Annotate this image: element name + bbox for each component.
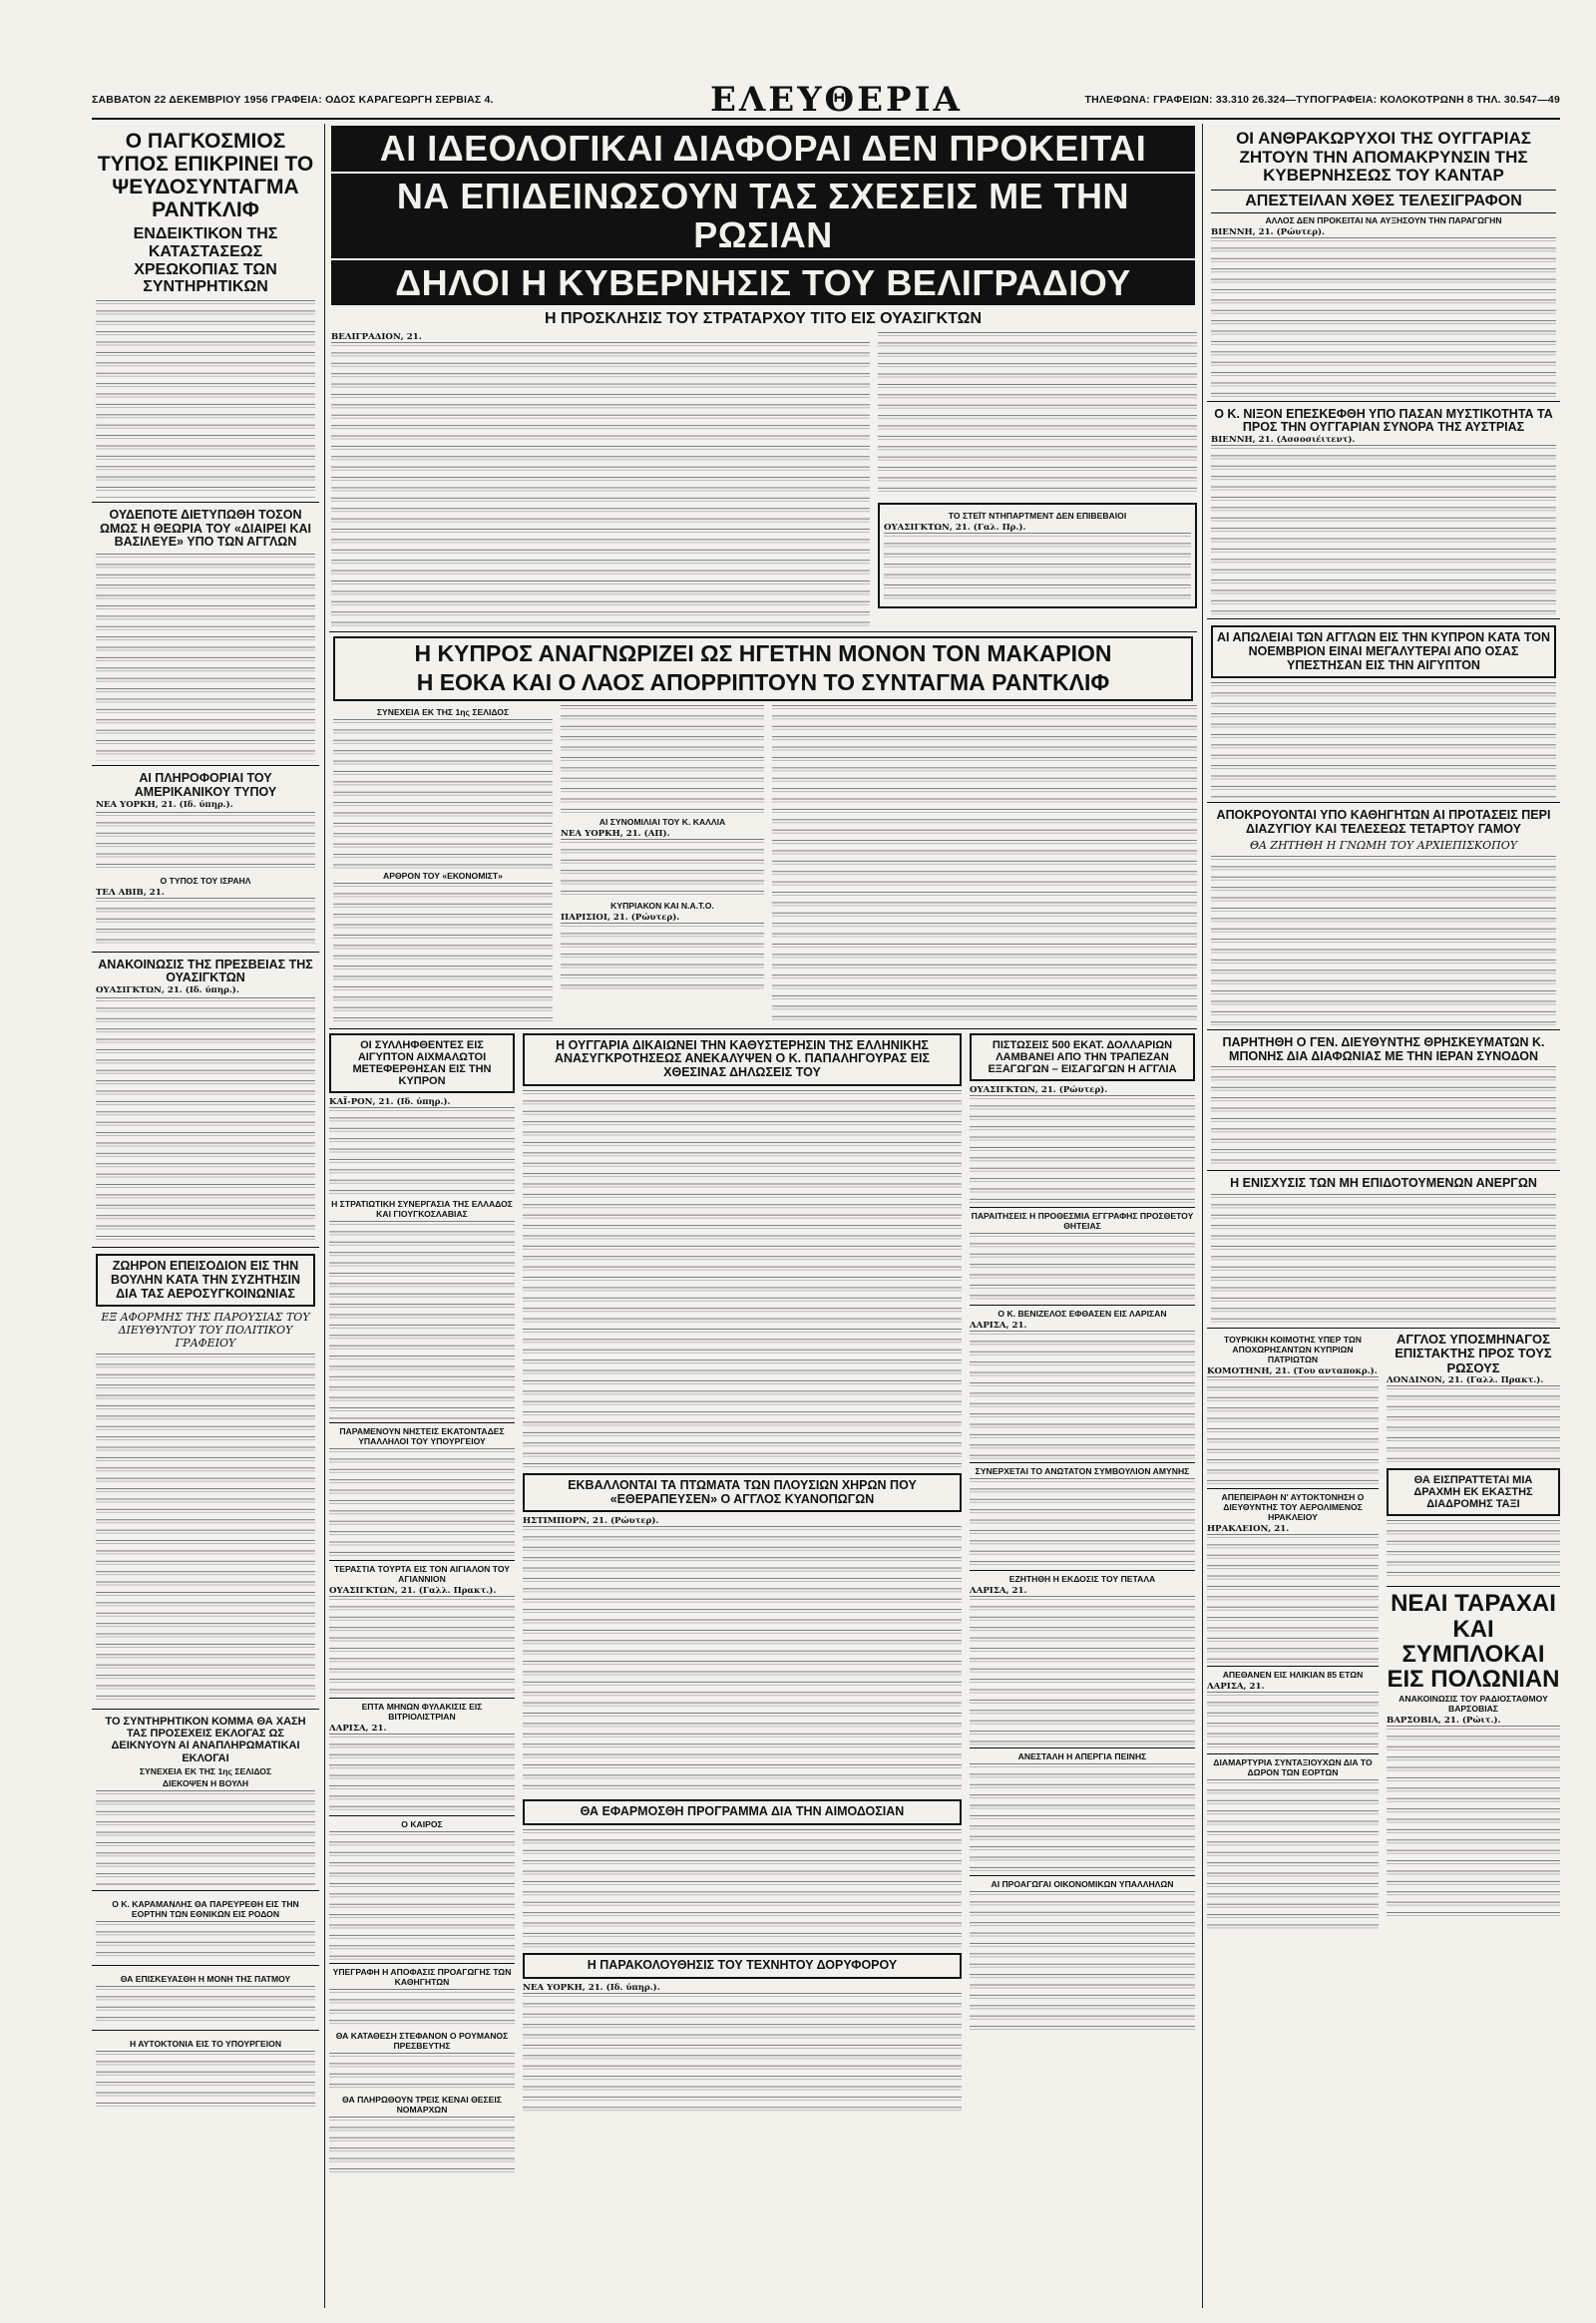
article-body — [96, 1986, 315, 2026]
brief-title: ΑΠΕΘΑΝΕΝ ΕΙΣ ΗΛΙΚΙΑΝ 85 ΕΤΩΝ — [1207, 1666, 1379, 1680]
section-title: ΚΥΠΡΙΑΚΟΝ ΚΑΙ Ν.Α.Τ.Ο. — [610, 900, 714, 911]
headline: ΑΓΓΛΟΣ ΥΠΟΣΜΗΝΑΓΟΣ ΕΠΙΣΤΑΚΤΗΣ ΠΡΟΣ ΤΟΥΣ ΡΩΣΟΥΣ — [1395, 1332, 1552, 1375]
inset-box — [878, 503, 1197, 608]
article-body — [329, 1448, 515, 1558]
story-american-press — [92, 765, 319, 952]
dateline: ΒΙΕΝΝΗ, 21. (Ασσοσιέιτεντ). — [1211, 435, 1356, 446]
dateline: ΛΑΡΙΣΑ, 21. — [970, 1585, 1027, 1596]
article-body — [970, 1891, 1195, 2031]
brief-title: ΤΕΡΑΣΤΙΑ ΤΟΥΡΤΑ ΕΙΣ ΤΟΝ ΑΙΓΙΑΛΟΝ ΤΟΥ ΑΓΙΑΝΝΙΟΝ — [329, 1560, 515, 1584]
article-body — [329, 1107, 515, 1197]
article-body — [96, 812, 315, 874]
article-body — [329, 2117, 515, 2176]
article-body — [884, 533, 1191, 602]
dateline: ΗΡΑΚΛΕΙΟΝ, 21. — [1207, 1524, 1290, 1535]
brief — [92, 2030, 319, 2115]
article-body — [96, 898, 315, 948]
dateline: ΒΕΛΙΓΡΑΔΙΟΝ, 21. — [331, 331, 422, 342]
article-body — [96, 1354, 315, 1705]
brief-title: ΕΖΗΤΗΘΗ Η ΕΚΔΟΣΙΣ ΤΟΥ ΠΕΤΑΛΑ — [970, 1570, 1195, 1584]
article-body — [331, 342, 870, 627]
article-body — [772, 705, 1197, 1020]
newspaper-page — [92, 80, 1560, 2308]
dateline: ΗΣΤΙΜΠΟΡΝ, 21. (Ρώυτερ). — [523, 1516, 659, 1527]
brief-title: ΑΝΕΣΤΑΛΗ Η ΑΠΕΡΓΙΑ ΠΕΙΝΗΣ — [970, 1747, 1195, 1761]
dateline: ΟΥΑΣΙΓΚΤΩΝ, 21. (Γαλλ. Πρακτ.). — [329, 1585, 497, 1596]
article-body — [1207, 1779, 1379, 1929]
article-body — [1211, 237, 1556, 397]
continuation-note: ΣΥΝΕΧΕΙΑ ΕΚ ΤΗΣ 1ης ΣΕΛΙΔΟΣ — [376, 706, 510, 717]
article-body — [329, 1734, 515, 1813]
article-body — [1211, 682, 1556, 798]
continuation-note: ΣΥΝΕΧΕΙΑ ΕΚ ΤΗΣ 1ης ΣΕΛΙΔΟΣ — [139, 1765, 272, 1776]
article-body — [329, 1831, 515, 1961]
dateline: ΚΟΜΟΤΗΝΗ, 21. (Του ανταποκρ.). — [1207, 1366, 1378, 1377]
brief-title: ΑΠΕΠΕΙΡΑΘΗ Ν' ΑΥΤΟΚΤΟΝΗΣΗ Ο ΔΙΕΥΘΥΝΤΗΣ ΤΟΥ ΑΕΡΟΛΙΜΕΝΟΣ ΗΡΑΚΛΕΙΟΥ — [1207, 1488, 1379, 1522]
subheadline: Ο ΤΥΠΟΣ ΤΟΥ ΙΣΡΑΗΛ — [160, 875, 251, 886]
subheadline: ΕΝΔΕΙΚΤΙΚΟΝ ΤΗΣ ΚΑΤΑΣΤΑΣΕΩΣ ΧΡΕΩΚΟΠΙΑΣ ΤΩΝ ΣΥΝΤΗΡΗΤΙΚΩΝ — [133, 225, 278, 296]
headline: ΘΑ ΕΙΣΠΡΑΤΤΕΤΑΙ ΜΙΑ ΔΡΑΧΜΗ ΕΚ ΕΚΑΣΤΗΣ ΔΙΑΔΡΟΜΗΣ ΤΑΞΙ — [1413, 1474, 1533, 1511]
brief-title: ΘΑ ΠΛΗΡΩΘΟΥΝ ΤΡΕΙΣ ΚΕΝΑΙ ΘΕΣΕΙΣ ΝΟΜΑΡΧΩΝ — [342, 2094, 502, 2115]
section-title: ΑΡΘΡΟΝ ΤΟΥ «ΕΚΟΝΟΜΙΣΤ» — [383, 870, 503, 881]
article-body — [1211, 1066, 1556, 1166]
article-body — [970, 1478, 1195, 1568]
article-body — [523, 1829, 962, 1949]
article-body — [970, 1763, 1195, 1873]
brief-title: ΕΠΤΑ ΜΗΝΩΝ ΦΥΛΑΚΙΣΙΣ ΕΙΣ ΒΙΤΡΙΟΛΙΣΤΡΙΑΝ — [329, 1698, 515, 1722]
article-body — [970, 1095, 1195, 1205]
column-rule — [1202, 124, 1203, 2308]
article-body — [333, 883, 553, 1022]
brief-title: ΣΥΝΕΡΧΕΤΑΙ ΤΟ ΑΝΩΤΑΤΟΝ ΣΥΜΒΟΥΛΙΟΝ ΑΜΥΝΗΣ — [970, 1462, 1195, 1476]
brief-title: ΔΙΑΜΑΡΤΥΡΙΑ ΣΥΝΤΑΞΙΟΥΧΩΝ ΔΙΑ ΤΟ ΔΩΡΟΝ ΤΩΝ ΕΟΡΤΩΝ — [1207, 1753, 1379, 1777]
headline: ΑΙ ΑΠΩΛΕΙΑΙ ΤΩΝ ΑΓΓΛΩΝ ΕΙΣ ΤΗΝ ΚΥΠΡΟΝ ΚΑΤΑ ΤΟΝ ΝΟΕΜΒΡΙΟΝ ΕΙΝΑΙ ΜΕΓΑΛΥΤΕΡΑΙ ΑΠΟ ΟΣΑΣ ΥΠΕΣΤΗΣΑΝ ΕΙΣ ΤΗΝ ΑΙΓΥΠΤΟΝ — [1217, 630, 1551, 672]
article-body — [96, 1921, 315, 1961]
story-taxi — [1387, 1468, 1560, 1516]
article-body — [96, 1790, 315, 1886]
subheadline: ΑΝΑΚΟΙΝΩΣΙΣ ΤΟΥ ΡΑΔΙΟΣΤΑΘΜΟΥ ΒΑΡΣΟΒΙΑΣ — [1398, 1694, 1548, 1715]
article-body — [970, 1331, 1195, 1460]
column-rule — [324, 124, 325, 2308]
headline: Ο ΠΑΓΚΟΣΜΙΟΣ ΤΥΠΟΣ ΕΠΙΚΡΙΝΕΙ ΤΟ ΨΕΥΔΟΣΥΝΤΑΓΜΑ ΡΑΝΤΚΛΙΦ — [97, 130, 314, 222]
dateline: ΛΑΡΙΣΑ, 21. — [970, 1320, 1027, 1331]
right-column — [1207, 124, 1560, 2308]
article-body — [561, 705, 764, 815]
brief-title: ΘΑ ΚΑΤΑΘΕΣΗ ΣΤΕΦΑΝΟΝ Ο ΡΟΥΜΑΝΟΣ ΠΡΕΣΒΕΥΤΗΣ — [335, 2030, 509, 2051]
newspaper-title: ΕΛΕΥΘΕΡΙΑ — [710, 80, 963, 120]
headline: ΕΚΒΑΛΛΟΝΤΑΙ ΤΑ ΠΤΩΜΑΤΑ ΤΩΝ ΠΛΟΥΣΙΩΝ ΧΗΡΩΝ ΠΟΥ «ΕΘΕΡΑΠΕΥΣΕΝ» Ο ΑΓΓΛΟΣ ΚΥΑΝΟΠΩΓΩΝ — [568, 1477, 917, 1506]
article-body — [878, 332, 1197, 497]
story-hungary-greece — [523, 1033, 962, 1086]
story-hungarian-miners — [1207, 124, 1560, 401]
article-body — [561, 839, 764, 899]
story-egypt-prisoners — [329, 1033, 515, 1093]
dateline: ΟΥΑΣΙΓΚΤΩΝ, 21. (Γαλ. Πρ.). — [884, 522, 1026, 533]
headline: ΠΙΣΤΩΣΕΙΣ 500 ΕΚΑΤ. ΔΟΛΛΑΡΙΩΝ ΛΑΜΒΑΝΕΙ ΑΠΟ ΤΗΝ ΤΡΑΠΕΖΑΝ ΕΞΑΓΩΓΩΝ – ΕΙΣΑΓΩΓΩΝ Η ΑΓΓΛΙΑ — [988, 1038, 1177, 1075]
brief-title: ΥΠΕΓΡΑΦΗ Η ΑΠΟΦΑΣΙΣ ΠΡΟΑΓΩΓΗΣ ΤΩΝ ΚΑΘΗΓΗΤΩΝ — [329, 1963, 515, 1987]
story-religious-director — [1207, 1029, 1560, 1171]
story-divorce — [1207, 802, 1560, 1029]
headline: ΟΥΔΕΠΟΤΕ ΔΙΕΤΥΠΩΘΗ ΤΟΣΟΝ ΩΜΩΣ Η ΘΕΩΡΙΑ ΤΟΥ «ΔΙΑΙΡΕΙ ΚΑΙ ΒΑΣΙΛΕΥΕ» ΥΠΟ ΤΩΝ ΑΓΓΛΩΝ — [100, 507, 311, 550]
dateline: ΛΟΝΔΙΝΟΝ, 21. (Γαλλ. Πρακτ.). — [1387, 1375, 1544, 1386]
story-blood-donation — [523, 1799, 962, 1825]
lead-headline: ΔΗΛΟΙ Η ΚΥΒΕΡΝΗΣΙΣ ΤΟΥ ΒΕΛΙΓΡΑΔΙΟΥ — [331, 260, 1195, 306]
headline: ΑΝΑΚΟΙΝΩΣΙΣ ΤΗΣ ΠΡΕΣΒΕΙΑΣ ΤΗΣ ΟΥΑΣΙΓΚΤΩΝ — [98, 957, 313, 985]
story-parliament-incident — [92, 1247, 319, 1709]
dateline: ΚΑΪ-ΡΟΝ, 21. (Ιδ. ύπηρ.). — [329, 1096, 451, 1107]
lead-story — [329, 124, 1197, 631]
story-world-press — [92, 124, 319, 502]
brief-title: Ο Κ. ΒΕΝΙΖΕΛΟΣ ΕΦΘΑΣΕΝ ΕΙΣ ΛΑΡΙΣΑΝ — [970, 1305, 1195, 1319]
section-title: ΔΙΕΚΟΨΕΝ Η ΒΟΥΛΗ — [162, 1777, 249, 1788]
subheadline: ΘΑ ΖΗΤΗΘΗ Η ΓΝΩΜΗ ΤΟΥ ΑΡΧΙΕΠΙΣΚΟΠΟΥ — [1249, 838, 1518, 852]
story-conservatives — [92, 1709, 319, 1889]
article-body — [1211, 856, 1556, 1025]
article-body — [523, 1526, 962, 1795]
headline: ΟΙ ΑΝΘΡΑΚΩΡΥΧΟΙ ΤΗΣ ΟΥΓΓΑΡΙΑΣ ΖΗΤΟΥΝ ΤΗΝ ΑΠΟΜΑΚΡΥΝΣΙΝ ΤΗΣ ΚΥΒΕΡΝΗΣΕΩΣ ΤΟΥ ΚΑΝΤΑΡ — [1236, 129, 1531, 186]
masthead-phones: ΤΗΛΕΦΩΝΑ: ΓΡΑΦΕΙΩΝ: 33.310 26.324—ΤΥΠΟΓΡΑΦΕΙΑ: ΚΟΛΟΚΟΤΡΩΝΗ 8 ΤΗΛ. 30.547—49 — [1084, 94, 1560, 106]
story-dollar-credits — [970, 1033, 1195, 1081]
article-body — [1387, 1385, 1560, 1465]
article-body — [1207, 1534, 1379, 1664]
article-body — [96, 300, 315, 498]
lead-headline: ΝΑ ΕΠΙΔΕΙΝΩΣΟΥΝ ΤΑΣ ΣΧΕΣΕΙΣ ΜΕ ΤΗΝ ΡΩΣΙΑΝ — [331, 174, 1195, 258]
dateline: ΤΕΛ ΑΒΙΒ, 21. — [96, 887, 165, 898]
article-body — [96, 554, 315, 761]
article-body — [970, 1233, 1195, 1303]
brief-title: ΤΟΥΡΚΙΚΗ ΚΟΙΜΟΤΗΣ ΥΠΕΡ ΤΩΝ ΑΠΟΧΩΡΗΣΑΝΤΩΝ ΚΥΠΡΙΩΝ ΠΑΤΡΙΩΤΩΝ — [1224, 1335, 1362, 1365]
article-body — [1387, 1520, 1560, 1580]
article-body — [561, 923, 764, 992]
article-body — [1207, 1692, 1379, 1751]
dateline: ΝΕΑ ΥΟΡΚΗ, 21. (Ιδ. ύπηρ.). — [523, 1982, 660, 1993]
article-body — [523, 1090, 962, 1469]
brief — [92, 1965, 319, 2030]
headline: ΖΩΗΡΟΝ ΕΠΕΙΣΟΔΙΟΝ ΕΙΣ ΤΗΝ ΒΟΥΛΗΝ ΚΑΤΑ ΤΗΝ ΣΥΖΗΤΗΣΙΝ ΔΙΑ ΤΑΣ ΑΕΡΟΣΥΓΚΟΙΝΩΝΙΑΣ — [110, 1259, 301, 1301]
dateline: ΛΑΡΙΣΑ, 21. — [329, 1723, 387, 1734]
masthead-date-address: ΣΑΒΒΑΤΟΝ 22 ΔΕΚΕΜΒΡΙΟΥ 1956 ΓΡΑΦΕΙΑ: ΟΔΟΣ ΚΑΡΑΓΕΩΡΓΗ ΣΕΡΒΙΑΣ 4. — [92, 94, 494, 106]
section-title: ΑΙ ΣΥΝΟΜΙΛΙΑΙ ΤΟΥ Κ. ΚΑΛΛΙΑ — [598, 816, 726, 827]
dateline: ΛΑΡΙΣΑ, 21. — [1207, 1682, 1265, 1693]
dateline: ΝΕΑ ΥΟΡΚΗ, 21. (Ιδ. ύπηρ.). — [96, 799, 233, 810]
article-body — [96, 997, 315, 1243]
brief-title: ΠΑΡΑΜΕΝΟΥΝ ΝΗΣΤΕΙΣ ΕΚΑΤΟΝΤΑΔΕΣ ΥΠΑΛΛΗΛΟΙ ΤΟΥ ΥΠΟΥΡΓΕΙΟΥ — [329, 1422, 515, 1446]
subheadline: ΑΠΕΣΤΕΙΛΑΝ ΧΘΕΣ ΤΕΛΕΣΙΓΡΑΦΟΝ — [1211, 190, 1556, 213]
headline: Η ΕΝΙΣΧΥΣΙΣ ΤΩΝ ΜΗ ΕΠΙΔΟΤΟΥΜΕΝΩΝ ΑΝΕΡΓΩΝ — [1230, 1176, 1537, 1191]
article-body — [523, 1993, 962, 2113]
brief-title: Ο Κ. ΚΑΡΑΜΑΝΛΗΣ ΘΑ ΠΑΡΕΥΡΕΘΗ ΕΙΣ ΤΗΝ ΕΟΡΤΗΝ ΤΩΝ ΕΘΝΙΚΩΝ ΕΙΣ ΡΟΔΟΝ — [112, 1898, 299, 1919]
masthead — [92, 80, 1560, 120]
article-body — [329, 1221, 515, 1420]
article-body — [96, 2051, 315, 2111]
subheadline: ΑΛΛΟΣ ΔΕΝ ΠΡΟΚΕΙΤΑΙ ΝΑ ΑΥΞΗΣΟΥΝ ΤΗΝ ΠΑΡΑΓΩΓΗΝ — [1265, 214, 1502, 225]
subheadline: ΕΞ ΑΦΟΡΜΗΣ ΤΗΣ ΠΑΡΟΥΣΙΑΣ ΤΟΥ ΔΙΕΥΘΥΝΤΟΥ ΤΟΥ ΠΟΛΙΤΙΚΟΥ ΓΡΑΦΕΙΟΥ — [101, 1311, 310, 1351]
dateline: ΒΙΕΝΝΗ, 21. (Ρώυτερ). — [1211, 226, 1326, 237]
article-body — [970, 1596, 1195, 1745]
headline: ΠΑΡΗΤΗΘΗ Ο ΓΕΝ. ΔΙΕΥΘΥΝΤΗΣ ΘΡΗΣΚΕΥΜΑΤΩΝ Κ. ΜΠΟΝΗΣ ΔΙΑ ΔΙΑΦΩΝΙΑΣ ΜΕ ΤΗΝ ΙΕΡΑΝ ΣΥΝΟΔΟΝ — [1222, 1034, 1545, 1063]
article-body — [1211, 1194, 1556, 1324]
story-unemployed — [1207, 1170, 1560, 1328]
dateline: ΝΕΑ ΥΟΡΚΗ, 21. (ΑΠ). — [561, 828, 670, 839]
article-body — [333, 719, 553, 869]
dateline: ΠΑΡΙΣΙΟΙ, 21. (Ρώυτερ). — [561, 912, 680, 923]
dateline: ΟΥΑΣΙΓΚΤΩΝ, 21. (Ιδ. ύπηρ.). — [96, 985, 239, 995]
headline: ΑΙ ΠΛΗΡΟΦΟΡΙΑΙ ΤΟΥ ΑΜΕΡΙΚΑΝΙΚΟΥ ΤΥΠΟΥ — [134, 771, 277, 799]
inset-title: ΤΟ ΣΤΕΪΤ ΝΤΗΠΑΡΤΜΕΝΤ ΔΕΝ ΕΠΙΒΕΒΑΙΟΙ — [948, 510, 1127, 521]
brief-title: ΑΙ ΠΡΟΑΓΩΓΑΙ ΟΙΚΟΝΟΜΙΚΩΝ ΥΠΑΛΛΗΛΩΝ — [970, 1875, 1195, 1889]
headline: Η ΕΟΚΑ ΚΑΙ Ο ΛΑΟΣ ΑΠΟΡΡΙΠΤΟΥΝ ΤΟ ΣΥΝΤΑΓΜΑ ΡΑΝΤΚΛΙΦ — [416, 669, 1110, 696]
article-body — [329, 1989, 515, 2029]
headline: Ο Κ. ΝΙΞΟΝ ΕΠΕΣΚΕΦΘΗ ΥΠΟ ΠΑΣΑΝ ΜΥΣΤΙΚΟΤΗΤΑ ΤΑ ΠΡΟΣ ΤΗΝ ΟΥΓΓΑΡΙΑΝ ΣΥΝΟΡΑ ΤΗΣ ΑΥΣΤΡΙΑΣ — [1214, 406, 1553, 435]
article-body — [1211, 445, 1556, 614]
center-column — [329, 124, 1197, 2308]
weather-title: Ο ΚΑΙΡΟΣ — [329, 1815, 515, 1829]
headline: ΟΙ ΣΥΛΛΗΦΘΕΝΤΕΣ ΕΙΣ ΑΙΓΥΠΤΟΝ ΑΙΧΜΑΛΩΤΟΙ ΜΕΤΕΦΕΡΘΗΣΑΝ ΕΙΣ ΤΗΝ ΚΥΠΡΟΝ — [352, 1038, 492, 1087]
article-body — [329, 2053, 515, 2093]
brief-title: Η ΑΥΤΟΚΤΟΝΙΑ ΕΙΣ ΤΟ ΥΠΟΥΡΓΕΙΟΝ — [129, 2038, 282, 2049]
headline: Η ΚΥΠΡΟΣ ΑΝΑΓΝΩΡΙΖΕΙ ΩΣ ΗΓΕΤΗΝ ΜΟΝΟΝ ΤΟΝ ΜΑΚΑΡΙΟΝ — [414, 639, 1112, 666]
headline: ΑΠΟΚΡΟΥΟΝΤΑΙ ΥΠΟ ΚΑΘΗΓΗΤΩΝ ΑΙ ΠΡΟΤΑΣΕΙΣ ΠΕΡΙ ΔΙΑΖΥΓΙΟΥ ΚΑΙ ΤΕΛΕΣΕΩΣ ΤΕΤΑΡΤΟΥ ΓΑΜΟΥ — [1216, 808, 1551, 837]
lead-headline: ΑΙ ΙΔΕΟΛΟΓΙΚΑΙ ΔΙΑΦΟΡΑΙ ΔΕΝ ΠΡΟΚΕΙΤΑΙ — [331, 126, 1195, 172]
brief-title: ΘΑ ΕΠΙΣΚΕΥΑΣΘΗ Η ΜΟΝΗ ΤΗΣ ΠΑΤΜΟΥ — [120, 1973, 291, 1984]
headline: ΤΟ ΣΥΝΤΗΡΗΤΙΚΟΝ ΚΟΜΜΑ ΘΑ ΧΑΣΗ ΤΑΣ ΠΡΟΣΕΧΕΙΣ ΕΚΛΟΓΑΣ ΩΣ ΔΕΙΚΝΥΟΥΝ ΑΙ ΑΝΑΠΛΗΡΩΜΑΤΙΚΑΙ ΕΚΛΟΓΑΙ — [105, 1716, 306, 1764]
dateline: ΟΥΑΣΙΓΚΤΩΝ, 21. (Ρώυτερ). — [970, 1084, 1108, 1095]
headline: Η ΟΥΓΓΑΡΙΑ ΔΙΚΑΙΩΝΕΙ ΤΗΝ ΚΑΘΥΣΤΕΡΗΣΙΝ ΤΗΣ ΕΛΛΗΝΙΚΗΣ ΑΝΑΣΥΓΚΡΟΤΗΣΕΩΣ ΑΝΕΚΑΛΥΨΕΝ Ο Κ. ΠΑΠΑΛΗΓΟΥΡΑΣ ΕΙΣ ΧΘΕΣΙΝΑΣ ΔΗΛΩΣΕΙΣ ΤΟΥ — [554, 1037, 931, 1080]
headline: Η ΠΑΡΑΚΟΛΟΥΘΗΣΙΣ ΤΟΥ ΤΕΧΝΗΤΟΥ ΔΟΡΥΦΟΡΟΥ — [587, 1958, 898, 1973]
story-satellite — [523, 1953, 962, 1979]
headline-poland: ΝΕΑΙ ΤΑΡΑΧΑΙ ΚΑΙ ΣΥΜΠΛΟΚΑΙ ΕΙΣ ΠΟΛΩΝΙΑΝ — [1387, 1586, 1560, 1692]
article-body — [1207, 1376, 1379, 1486]
article-body — [329, 1596, 515, 1696]
story-divide-rule — [92, 502, 319, 765]
headline: ΘΑ ΕΦΑΡΜΟΣΘΗ ΠΡΟΓΡΑΜΜΑ ΔΙΑ ΤΗΝ ΑΙΜΟΔΟΣΙΑΝ — [580, 1804, 905, 1819]
lead-subheadline: Η ΠΡΟΣΚΛΗΣΙΣ ΤΟΥ ΣΤΡΑΤΑΡΧΟΥ ΤΙΤΟ ΕΙΣ ΟΥΑΣΙΓΚΤΩΝ — [544, 310, 983, 328]
dateline: ΒΑΡΣΟΒΙΑ, 21. (Ρώιτ.). — [1387, 1716, 1501, 1727]
story-widows — [523, 1473, 962, 1513]
story-cyprus — [329, 631, 1197, 1028]
brief-title: Η ΣΤΡΑΤΙΩΤΙΚΗ ΣΥΝΕΡΓΑΣΙΑ ΤΗΣ ΕΛΛΑΔΟΣ ΚΑΙ ΓΙΟΥΓΚΟΣΛΑΒΙΑΣ — [331, 1198, 513, 1219]
article-body — [1387, 1726, 1560, 1921]
story-nixon — [1207, 401, 1560, 619]
story-british-losses — [1207, 618, 1560, 802]
brief — [92, 1890, 319, 1965]
brief-title: ΠΑΡΑΙΤΗΣΕΙΣ Η ΠΡΟΘΕΣΜΙΑ ΕΓΓΡΑΦΗΣ ΠΡΟΣΘΕΤΟΥ ΘΗΤΕΙΑΣ — [970, 1207, 1195, 1231]
story-embassy — [92, 952, 319, 1248]
left-column — [92, 124, 319, 2308]
